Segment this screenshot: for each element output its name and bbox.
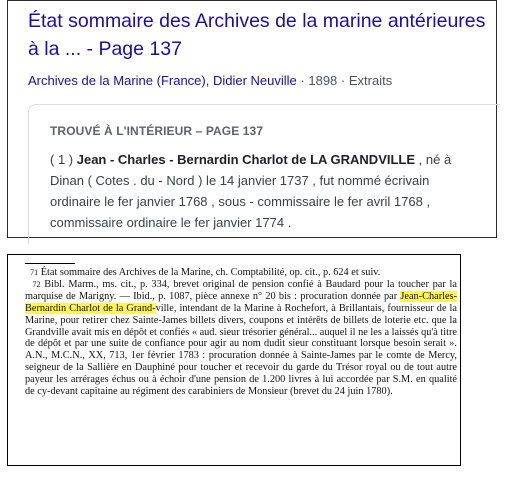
meta-separator: · <box>340 73 346 88</box>
result-year: 1898 <box>308 73 338 88</box>
footnote-72-text-after: ville, intendant de la Marine à Rochefort, à Brillantais, fournisseur de la Marine, pour retirer chez Sainte-James billets divers, coupons et intérêts de billets de loterie etc. que la Grandville avait mis en dépôt et confiés « aud. sieur trésorier général... auquel il ne les a laissés qu'à titre de dépôt et par une suite de confiance pour agir au nom dudit sieur constituant lorsque besoin serait ». A.N., M.C.N., XX, 713, 1er février 1783 : procuration donnée à Sainte-James par le comte de Mercy, seigneur de la Sallière en Dauphiné pour toucher et recevoir du garde du Trésor royal ou de tout autre payeur les arrérages échus ou à échoir d'une pension de 1.200 livres à lui accordée par S.M. en qualité de cy-devant capitaine au régiment des carabiniers de Monsieur (brevet du 24 juin 1780). <box>25 302 457 398</box>
found-inside-box <box>28 104 500 244</box>
footnote-72-text-before: Bibl. Marm., ms. cit., p. 334, brevet original de pension confié à Baudard pour la toucher par la marquise de Marigny. — Ibid., p. 1087, pièce annexe n° 20 bis : procuration donnée par <box>25 278 457 302</box>
scanned-page-excerpt <box>7 254 461 466</box>
snippet-bold-name: Jean - Charles - Bernardin Charlot de LA GRANDVILLE <box>76 152 416 167</box>
snippet-line-4: commissaire ordinaire le fer janvier 1774 . <box>50 215 292 230</box>
result-author-link[interactable]: Archives de la Marine (France), Didier Neuville <box>28 73 297 88</box>
result-title-line-1[interactable]: État sommaire des Archives de la marine antérieures <box>28 10 486 32</box>
snippet-line-3: ordinaire le fer janvier 1768 , sous - commissaire le fer avril 1768 , <box>50 194 431 209</box>
footnote-72-number: 72 <box>32 279 41 289</box>
found-inside-heading: TROUVÉ À L'INTÉRIEUR – PAGE 137 <box>50 124 264 138</box>
snippet-prefix: ( 1 ) <box>50 152 77 167</box>
result-title-line-2[interactable]: à la ... - Page 137 <box>28 38 182 60</box>
snippet-text <box>50 149 486 233</box>
footnote-71-text: État sommaire des Archives de la Marine, ch. Comptabilité, op. cit., p. 624 et suiv. <box>38 267 381 278</box>
snippet-line-2: Dinan ( Cotes . du - Nord ) le 14 janvier 1737 , fut nommé écrivain <box>50 173 430 188</box>
footnote-72 <box>25 279 457 398</box>
highlighted-name: Jean-Charles-Bernardin Charlot de la Grand- <box>25 290 457 314</box>
scan-footnotes <box>25 263 457 398</box>
footnote-71 <box>25 267 457 279</box>
footnote-rule <box>25 263 75 264</box>
result-type: Extraits <box>348 73 393 88</box>
search-result-card <box>7 0 497 238</box>
meta-separator: · <box>300 73 305 88</box>
footnote-71-number: 71 <box>30 268 39 277</box>
result-meta <box>28 73 392 88</box>
result-title-link[interactable] <box>28 7 498 63</box>
snippet-rest: , né à <box>415 152 452 167</box>
